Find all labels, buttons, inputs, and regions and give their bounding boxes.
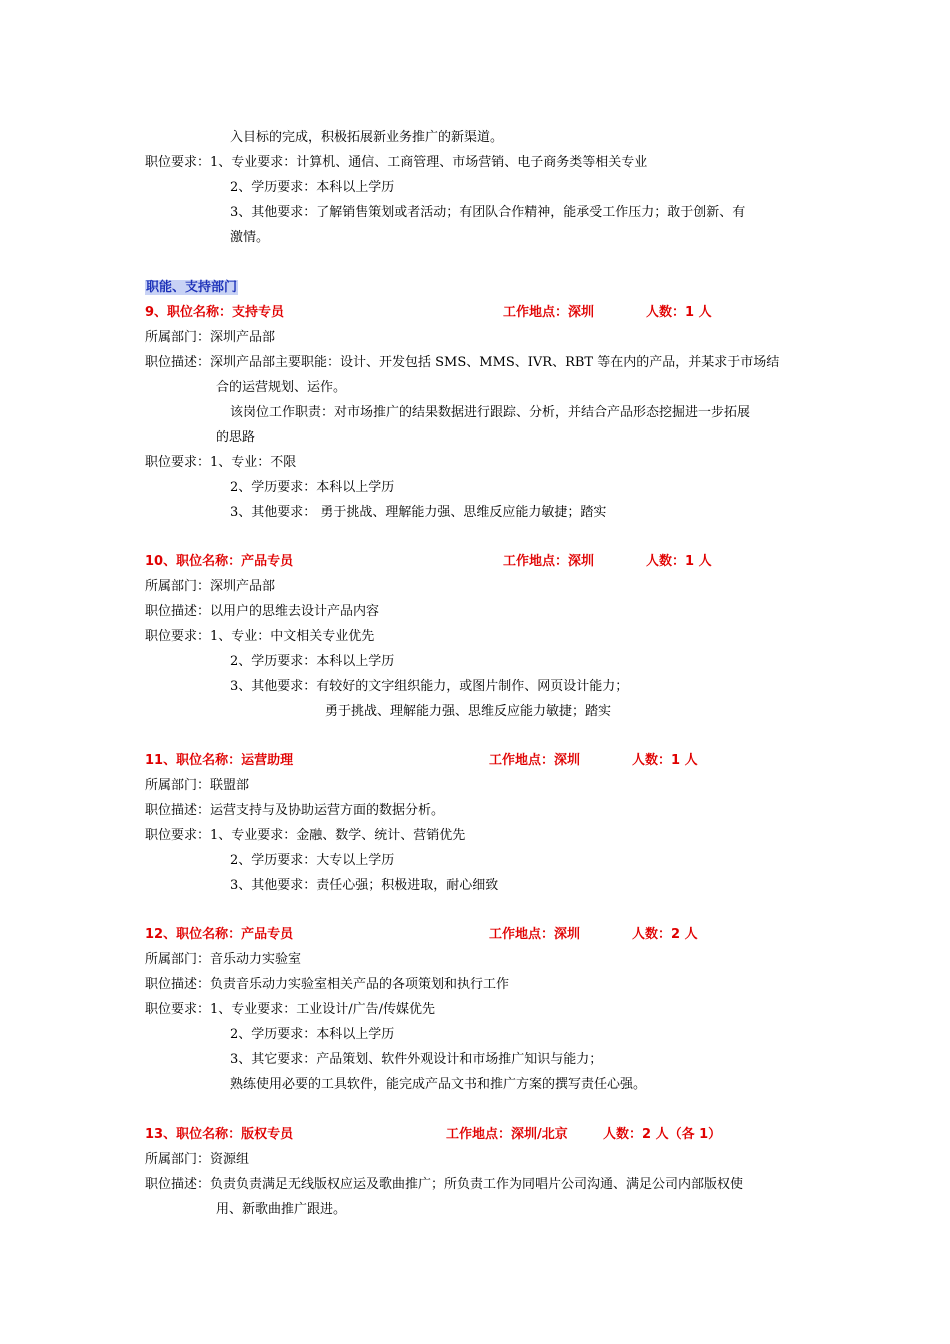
job-requirement-3: 3、其他要求： 勇于挑战、理解能力强、思维反应能力敏捷；踏实 bbox=[230, 505, 607, 520]
job-description: 职位描述：以用户的思维去设计产品内容 bbox=[145, 604, 380, 619]
intro-continuation: 入目标的完成，积极拓展新业务推广的新渠道。 bbox=[230, 130, 504, 145]
job-requirement-3-cont: 勇于挑战、理解能力强、思维反应能力敏捷；踏实 bbox=[325, 704, 612, 719]
job-requirement-3-cont: 熟练使用必要的工具软件，能完成产品文书和推广方案的撰写责任心强。 bbox=[230, 1077, 647, 1092]
job-description: 职位描述：运营支持与及协助运营方面的数据分析。 bbox=[145, 803, 445, 818]
job-title: 11、职位名称：运营助理 bbox=[145, 753, 294, 768]
job-department: 所属部门：音乐动力实验室 bbox=[145, 952, 302, 967]
job-location: 工作地点：深圳/北京 bbox=[446, 1127, 568, 1142]
job-requirement-1: 职位要求：1、专业要求：金融、数学、统计、营销优先 bbox=[145, 828, 466, 843]
job-title: 12、职位名称：产品专员 bbox=[145, 927, 294, 942]
job-count: 人数：2 人（各 1） bbox=[603, 1127, 722, 1142]
job-requirement-2: 2、学历要求：本科以上学历 bbox=[230, 1027, 395, 1042]
job-title: 10、职位名称：产品专员 bbox=[145, 554, 294, 569]
job-requirement-2: 2、学历要求：大专以上学历 bbox=[230, 853, 395, 868]
intro-requirement-2: 2、学历要求：本科以上学历 bbox=[230, 180, 395, 195]
job-requirement-3: 3、其它要求：产品策划、软件外观设计和市场推广知识与能力； bbox=[230, 1052, 603, 1067]
job-requirement-2: 2、学历要求：本科以上学历 bbox=[230, 480, 395, 495]
job-department: 所属部门：深圳产品部 bbox=[145, 579, 276, 594]
section-title-text: 职能、支持部门 bbox=[146, 280, 238, 295]
job-requirement-3: 3、其他要求：责任心强；积极进取，耐心细致 bbox=[230, 878, 499, 893]
job-count: 人数：1 人 bbox=[632, 753, 698, 768]
section-title bbox=[145, 279, 238, 297]
job-requirement-1: 职位要求：1、专业：中文相关专业优先 bbox=[145, 629, 375, 644]
job-description-cont: 用、新歌曲推广跟进。 bbox=[216, 1202, 347, 1217]
job-description: 职位描述：深圳产品部主要职能：设计、开发包括 SMS、MMS、IVR、RBT 等在内的产品，并某求于市场结 bbox=[145, 355, 780, 370]
job-requirement-2: 2、学历要求：本科以上学历 bbox=[230, 654, 395, 669]
intro-requirement-3: 3、其他要求：了解销售策划或者活动；有团队合作精神，能承受工作压力；敢于创新、有 bbox=[230, 205, 746, 220]
job-location: 工作地点：深圳 bbox=[489, 927, 581, 942]
job-count: 人数：1 人 bbox=[646, 554, 712, 569]
job-location: 工作地点：深圳 bbox=[489, 753, 581, 768]
job-requirement-1: 职位要求：1、专业要求：工业设计/广告/传媒优先 bbox=[145, 1002, 436, 1017]
job-department: 所属部门：深圳产品部 bbox=[145, 330, 276, 345]
job-description-duties: 该岗位工作职责：对市场推广的结果数据进行跟踪、分析，并结合产品形态挖掘进一步拓展 bbox=[230, 405, 751, 420]
job-requirement-1: 职位要求：1、专业：不限 bbox=[145, 455, 297, 470]
job-department: 所属部门：联盟部 bbox=[145, 778, 250, 793]
intro-requirement-1: 职位要求：1、专业要求：计算机、通信、工商管理、市场营销、电子商务类等相关专业 bbox=[145, 155, 648, 170]
job-description-cont: 合的运营规划、运作。 bbox=[216, 380, 347, 395]
job-location: 工作地点：深圳 bbox=[503, 554, 595, 569]
job-title: 9、职位名称：支持专员 bbox=[145, 305, 285, 320]
job-count: 人数：2 人 bbox=[632, 927, 698, 942]
job-department: 所属部门：资源组 bbox=[145, 1152, 250, 1167]
job-description: 职位描述：负责音乐动力实验室相关产品的各项策划和执行工作 bbox=[145, 977, 510, 992]
job-requirement-3: 3、其他要求：有较好的文字组织能力，或图片制作、网页设计能力； bbox=[230, 679, 629, 694]
job-description-duties-cont: 的思路 bbox=[216, 430, 256, 445]
job-location: 工作地点：深圳 bbox=[503, 305, 595, 320]
job-description: 职位描述：负责负责满足无线版权应运及歌曲推广；所负责工作为同唱片公司沟通、满足公司内部版权使 bbox=[145, 1177, 744, 1192]
job-count: 人数：1 人 bbox=[646, 305, 712, 320]
job-title: 13、职位名称：版权专员 bbox=[145, 1127, 294, 1142]
intro-requirement-3-cont: 激情。 bbox=[230, 230, 270, 245]
